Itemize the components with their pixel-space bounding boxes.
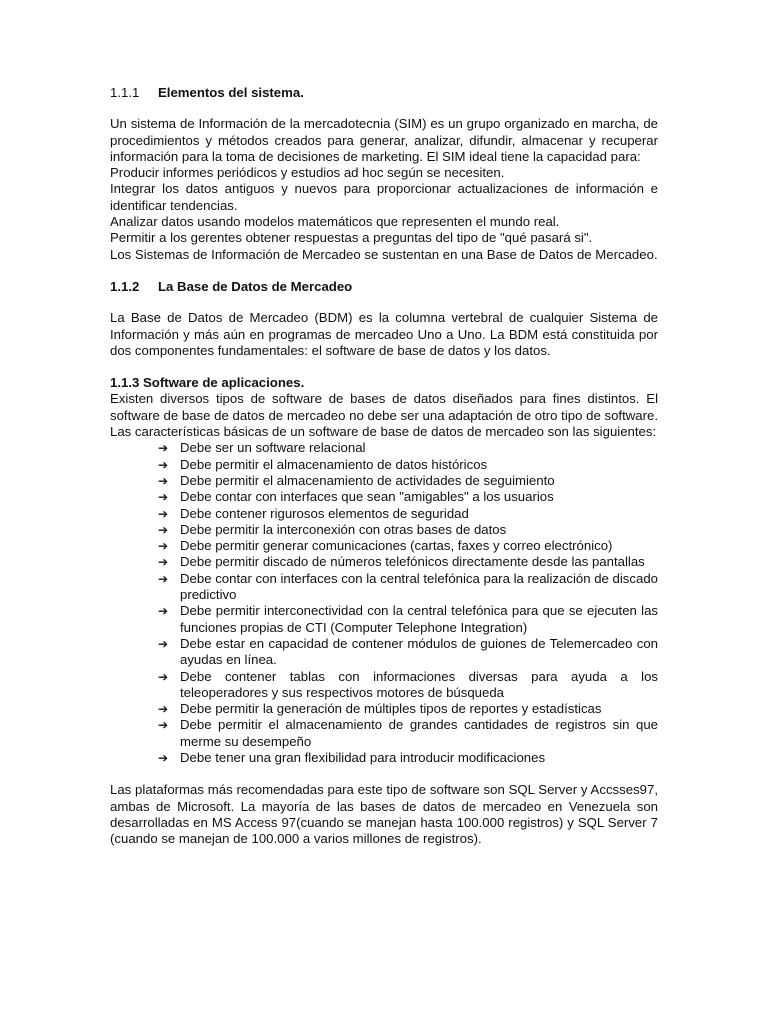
list-item: ➔ Debe permitir discado de números telefónicos directamente desde las pantallas (158, 554, 645, 570)
arrow-icon: ➔ (158, 718, 169, 733)
section-1-line: Analizar datos usando modelos matemáticos que representen el mundo real. (110, 214, 560, 230)
arrow-icon: ➔ (158, 702, 169, 717)
section-2-body: La Base de Datos de Mercadeo (BDM) es la columna vertebral de cualquier Sistema de Información y más aún en programas de mercadeo Uno a Uno. La BDM está constituida por dos componentes fundamentales: el software de base de datos y los datos. (110, 310, 658, 358)
list-item: ➔ Debe permitir la interconexión con otras bases de datos (158, 521, 507, 537)
list-item: ➔ Debe permitir el almacenamiento de grandes cantidades de registros sin que merme su desempeño (158, 717, 658, 749)
arrow-icon: ➔ (158, 441, 169, 456)
list-item: ➔ Debe permitir el almacenamiento de datos históricos (158, 456, 488, 472)
arrow-icon: ➔ (158, 669, 169, 684)
section-1-line: Integrar los datos antiguos y nuevos para proporcionar actualizaciones de información e identificar tendencias. (110, 181, 658, 213)
section-1-intro: Un sistema de Información de la mercadotecnia (SIM) es un grupo organizado en marcha, de procedimientos y métodos creados para generar, analizar, difundir, almacenar y recuperar información para la toma de decisiones de marketing. El SIM ideal tiene la capacidad para: (110, 116, 658, 164)
arrow-icon: ➔ (158, 522, 169, 537)
section-3-intro: Existen diversos tipos de software de bases de datos diseñados para fines distintos. El software de base de datos de mercadeo no debe ser una adaptación de otro tipo de software. Las características básicas de un software de base de datos de mercadeo son las siguientes: (110, 391, 658, 440)
list-item: ➔ Debe tener una gran flexibilidad para introducir modificaciones (158, 749, 546, 765)
section-1-line: Producir informes periódicos y estudios ad hoc según se necesiten. (110, 165, 505, 181)
section-heading-1-1-1 (110, 85, 658, 101)
arrow-icon: ➔ (158, 473, 169, 488)
list-item: ➔ Debe contener rigurosos elementos de seguridad (158, 505, 469, 521)
section-1-line: Los Sistemas de Información de Mercadeo se sustentan en una Base de Datos de Mercadeo. (110, 246, 658, 262)
section-heading-1-1-2 (110, 279, 658, 295)
arrow-icon: ➔ (158, 571, 169, 586)
list-item: ➔ Debe contener tablas con informaciones diversas para ayuda a los teleoperadores y sus respectivos motores de búsqueda (158, 668, 658, 700)
arrow-icon: ➔ (158, 750, 169, 765)
section-title: La Base de Datos de Mercadeo (158, 278, 353, 294)
arrow-icon: ➔ (158, 636, 169, 651)
document-page (110, 85, 658, 847)
arrow-icon: ➔ (158, 539, 169, 554)
arrow-icon: ➔ (158, 506, 169, 521)
list-item: ➔ Debe estar en capacidad de contener módulos de guiones de Telemercadeo con ayudas en línea. (158, 635, 658, 668)
list-item: ➔ Debe permitir interconectividad con la central telefónica para que se ejecuten las funciones propias de CTI (Computer Telephone Integration) (158, 603, 658, 635)
section-number: 1.1.1 (110, 85, 140, 100)
list-item: ➔ Debe permitir generar comunicaciones (cartas, faxes y correo electrónico) (158, 538, 613, 554)
section-3-closing: Las plataformas más recomendadas para este tipo de software son SQL Server y Accsses97, ambas de Microsoft. La mayoría de las bases de datos de mercadeo en Venezuela son desarrolladas en MS Access 97(cuando se manejan hasta 100.000 registros) y SQL Server 7 (cuando se manejan de 100.000 a varios millones de registros). (110, 782, 658, 847)
section-1-line: Permitir a los gerentes obtener respuestas a preguntas del tipo de "qué pasará si". (110, 230, 593, 246)
section-heading-1-1-3: 1.1.3 Software de aplicaciones. (110, 375, 305, 391)
arrow-icon: ➔ (158, 457, 169, 472)
list-item: ➔ Debe contar con interfaces que sean "amigables" a los usuarios (158, 489, 554, 505)
list-item: ➔ Debe permitir la generación de múltiples tipos de reportes y estadísticas (158, 701, 602, 717)
list-item: ➔ Debe permitir el almacenamiento de actividades de seguimiento (158, 472, 555, 488)
feature-list (110, 440, 658, 766)
section-number: 1.1.2 (110, 278, 140, 294)
arrow-icon: ➔ (158, 555, 169, 570)
list-item: ➔ Debe contar con interfaces con la central telefónica para la realización de discado predictivo (158, 570, 658, 603)
section-1-lines (110, 165, 658, 263)
arrow-icon: ➔ (158, 490, 169, 505)
arrow-icon: ➔ (158, 604, 169, 619)
section-title: Elementos del sistema. (158, 85, 304, 100)
list-item: ➔ Debe ser un software relacional (158, 440, 366, 456)
